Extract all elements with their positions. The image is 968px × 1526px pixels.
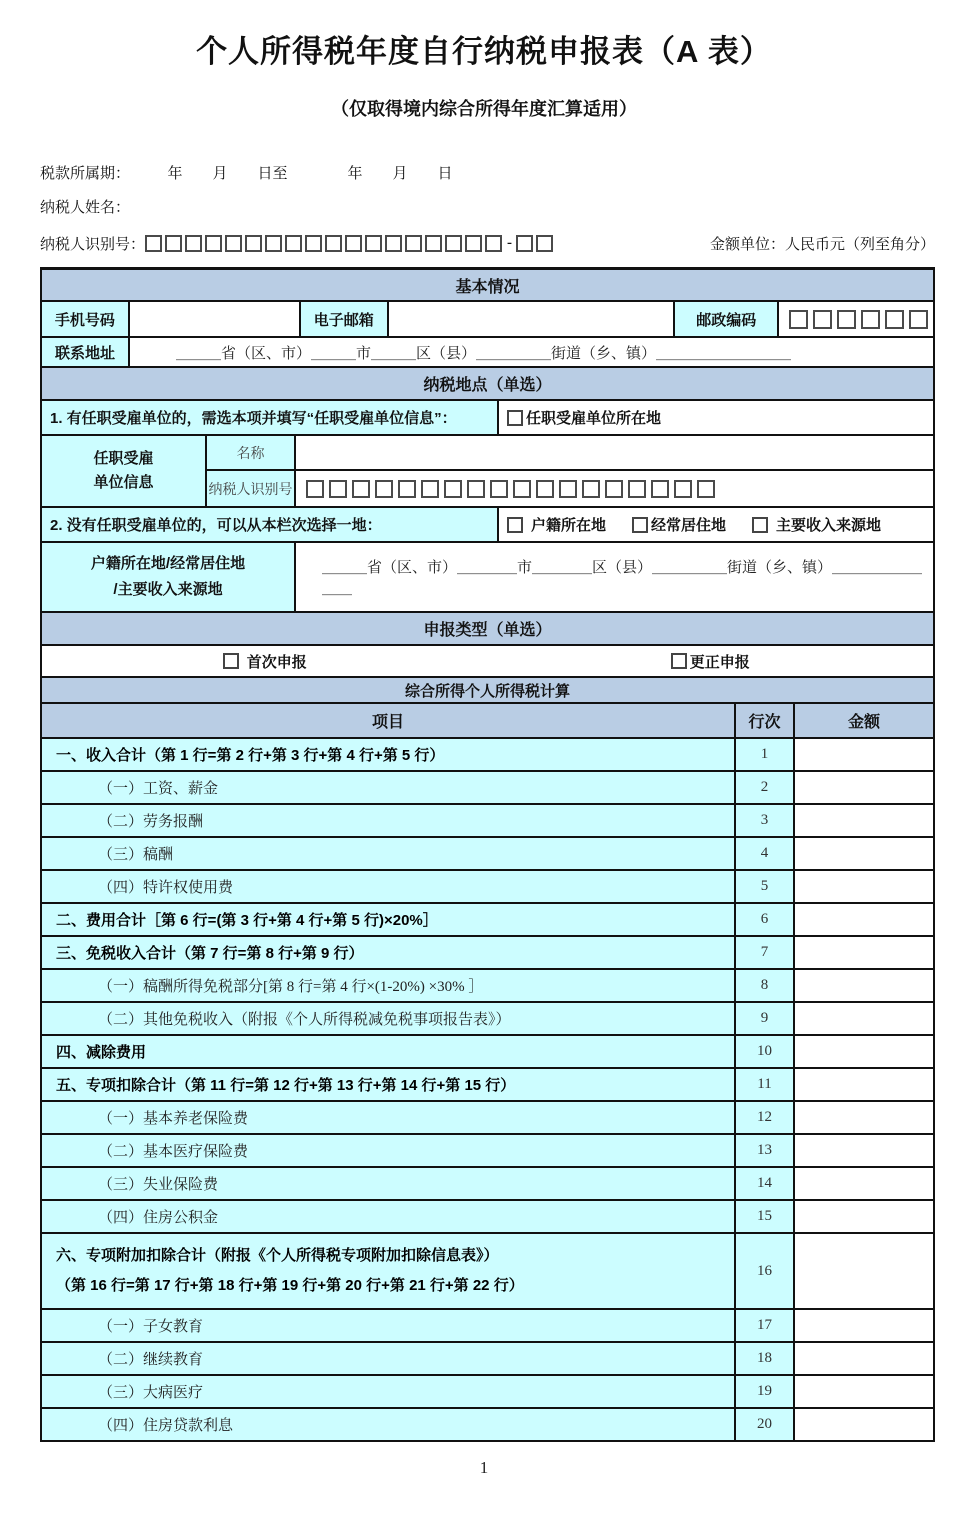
page-subtitle: （仅取得境内综合所得年度汇算适用）	[331, 99, 637, 119]
postal-code-label: 邮政编码	[675, 302, 779, 336]
table-row-8	[42, 968, 933, 1001]
digit-box[interactable]	[467, 480, 485, 498]
amount-cell[interactable]	[795, 1201, 933, 1232]
amount-cell[interactable]	[795, 871, 933, 902]
residence-blanks-field[interactable]: ＿＿＿省（区、市）＿＿＿＿市＿＿＿＿区（县）＿＿＿＿＿街道（乡、镇）＿＿＿＿＿＿＿＿	[296, 543, 933, 611]
row-item-text: （三）稿酬	[98, 847, 174, 863]
row-line-number: 18	[736, 1343, 795, 1374]
digit-box[interactable]	[789, 310, 808, 329]
employer-id-boxes	[296, 471, 933, 506]
digit-box[interactable]	[445, 235, 462, 252]
mobile-input[interactable]	[130, 302, 301, 336]
row-line-number: 15	[736, 1201, 795, 1232]
tax-location-band: 纳税地点（单选）	[42, 366, 933, 399]
digit-box[interactable]	[674, 480, 692, 498]
no-employer-option-row	[42, 506, 933, 541]
amount-cell[interactable]	[795, 1234, 933, 1308]
taxpayer-id-label: 纳税人识别号：	[40, 236, 146, 253]
row-item-text: （三）大病医疗	[98, 1385, 204, 1401]
choice-habitual	[632, 514, 726, 535]
amount-cell[interactable]	[795, 1409, 933, 1440]
row-line-number: 20	[736, 1409, 795, 1440]
row-item-text: 五、专项扣除合计（第 11 行=第 12 行+第 13 行+第 14 行+第 15 行）	[56, 1077, 516, 1094]
amount-cell[interactable]	[795, 970, 933, 1001]
email-label: 电子邮箱	[301, 302, 389, 336]
page-title: 个人所得税年度自行纳税申报表（A 表）	[196, 34, 772, 69]
digit-box[interactable]	[398, 480, 416, 498]
row-line-number: 12	[736, 1102, 795, 1133]
taxpayer-name-line	[40, 191, 935, 225]
digit-box[interactable]	[375, 480, 393, 498]
main-income-checkbox[interactable]	[752, 517, 768, 533]
row-item-text: 二、费用合计［第 6 行=(第 3 行+第 4 行+第 5 行)×20%］	[56, 912, 438, 929]
table-row-15	[42, 1199, 933, 1232]
row-line-number: 7	[736, 937, 795, 968]
digit-box[interactable]	[697, 480, 715, 498]
postal-code-boxes	[779, 302, 933, 336]
household-location-label: 户籍所在地	[531, 517, 607, 534]
row-item-text: （一）工资、薪金	[98, 781, 219, 797]
email-input[interactable]	[389, 302, 676, 336]
tax-period-blanks[interactable]: 年 月 日至 年 月 日	[122, 166, 453, 182]
digit-box[interactable]	[861, 310, 880, 329]
table-row-17	[42, 1308, 933, 1341]
table-row-20	[42, 1407, 933, 1440]
digit-box[interactable]	[245, 235, 262, 252]
row-line-number: 8	[736, 970, 795, 1001]
residence-address-row	[42, 541, 933, 611]
table-row-12	[42, 1100, 933, 1133]
amount-cell[interactable]	[795, 1343, 933, 1374]
form-table	[40, 267, 935, 1442]
amount-cell[interactable]	[795, 1168, 933, 1199]
row-line-number: 9	[736, 1003, 795, 1034]
page-number: 1	[479, 1458, 489, 1477]
row-item-text: 一、收入合计（第 1 行=第 2 行+第 3 行+第 4 行+第 5 行）	[56, 747, 445, 764]
first-declaration-option	[42, 646, 488, 676]
tax-calc-band: 综合所得个人所得税计算	[42, 676, 933, 702]
amount-cell[interactable]	[795, 904, 933, 935]
employer-location-checkbox[interactable]	[507, 410, 523, 426]
digit-box[interactable]	[385, 235, 402, 252]
row-line-number: 4	[736, 838, 795, 869]
digit-box[interactable]	[516, 235, 533, 252]
table-row-4	[42, 836, 933, 869]
digit-box[interactable]	[225, 235, 242, 252]
address-row	[42, 336, 933, 366]
table-row-7	[42, 935, 933, 968]
declaration-type-row	[42, 644, 933, 676]
employer-option-choice	[499, 401, 933, 434]
no-employer-choices	[499, 508, 933, 541]
address-label: 联系地址	[42, 338, 130, 366]
taxpayer-id-line	[40, 225, 935, 261]
digit-box[interactable]	[329, 480, 347, 498]
amount-cell[interactable]	[795, 1376, 933, 1407]
tax-period-label: 税款所属期：	[40, 166, 123, 182]
digit-box[interactable]	[306, 480, 324, 498]
choice-household	[507, 514, 606, 535]
digit-box[interactable]	[352, 480, 370, 498]
first-declaration-checkbox[interactable]	[223, 653, 239, 669]
digit-box[interactable]	[559, 480, 577, 498]
corrected-declaration-label: 更正申报	[689, 653, 750, 671]
row-item-text: 三、免税收入合计（第 7 行=第 8 行+第 9 行）	[56, 945, 364, 962]
employer-name-row	[207, 436, 933, 471]
employer-info-label	[42, 436, 207, 506]
digit-box[interactable]	[813, 310, 832, 329]
amount-cell[interactable]	[795, 1135, 933, 1166]
digit-box[interactable]	[165, 235, 182, 252]
col-header-amount: 金额	[847, 714, 880, 731]
table-row-3	[42, 803, 933, 836]
residence-label-line1: 户籍所在地/经常居住地	[90, 555, 246, 572]
digit-box[interactable]	[465, 235, 482, 252]
table-row-14	[42, 1166, 933, 1199]
tax-calc-header-row	[42, 702, 933, 737]
row-item-text: （一）稿酬所得免税部分[第 8 行=第 4 行×(1-20%) ×30% ］	[98, 979, 484, 995]
declaration-type-band: 申报类型（单选）	[42, 611, 933, 644]
basic-info-band: 基本情况	[42, 270, 933, 300]
amount-cell[interactable]	[795, 805, 933, 836]
employer-id-label: 纳税人识别号	[207, 471, 296, 506]
col-header-line: 行次	[736, 704, 795, 737]
digit-box[interactable]	[909, 310, 928, 329]
taxpayer-id-dash: -	[507, 234, 513, 251]
amount-unit-note: 金额单位：人民币元（列至角分）	[709, 236, 935, 253]
row-item-text: （一）基本养老保险费	[98, 1111, 249, 1127]
amount-cell[interactable]	[795, 838, 933, 869]
employer-info-label-line1: 任职受雇	[93, 450, 154, 467]
taxpayer-id-boxes	[145, 234, 505, 251]
table-row-2	[42, 770, 933, 803]
first-declaration-label: 首次申报	[246, 653, 307, 671]
amount-cell[interactable]	[795, 772, 933, 803]
col-header-item: 项目	[42, 704, 736, 737]
digit-box[interactable]	[425, 235, 442, 252]
amount-cell[interactable]	[795, 1102, 933, 1133]
amount-cell[interactable]	[795, 937, 933, 968]
digit-box[interactable]	[285, 235, 302, 252]
corrected-declaration-checkbox[interactable]	[671, 653, 687, 669]
row-item-text: 四、减除费用	[56, 1044, 147, 1061]
row-line-number: 6	[736, 904, 795, 935]
table-row-5	[42, 869, 933, 902]
employer-info-block	[42, 434, 933, 506]
habitual-residence-label: 经常居住地	[651, 517, 727, 534]
digit-box[interactable]	[345, 235, 362, 252]
row-line-number: 1	[736, 739, 795, 770]
digit-box[interactable]	[485, 235, 502, 252]
row-item-text: （三）失业保险费	[98, 1177, 219, 1193]
digit-box[interactable]	[185, 235, 202, 252]
household-location-checkbox[interactable]	[507, 517, 523, 533]
taxpayer-id-suffix-boxes	[516, 234, 556, 251]
row-line-number: 5	[736, 871, 795, 902]
employer-id-row	[207, 471, 933, 506]
amount-cell[interactable]	[795, 1310, 933, 1341]
digit-box[interactable]	[305, 235, 322, 252]
row-item-text: （一）子女教育	[98, 1319, 204, 1335]
amount-cell[interactable]	[795, 1003, 933, 1034]
digit-box[interactable]	[365, 235, 382, 252]
row-item-text: （四）特许权使用费	[98, 880, 234, 896]
digit-box[interactable]	[444, 480, 462, 498]
digit-box[interactable]	[536, 235, 553, 252]
corrected-declaration-option	[488, 646, 934, 676]
digit-box[interactable]	[605, 480, 623, 498]
digit-box[interactable]	[885, 310, 904, 329]
digit-box[interactable]	[582, 480, 600, 498]
digit-box[interactable]	[536, 480, 554, 498]
digit-box[interactable]	[145, 235, 162, 252]
row-line-number: 19	[736, 1376, 795, 1407]
digit-box[interactable]	[837, 310, 856, 329]
table-row-11	[42, 1067, 933, 1100]
row-item-text-line2: （第 16 行=第 17 行+第 18 行+第 19 行+第 20 行+第 21 行+第 22 行）	[56, 1277, 524, 1294]
row-item-text: （四）住房公积金	[98, 1210, 219, 1226]
form-meta	[40, 157, 935, 261]
employer-option-label: 1. 有任职受雇单位的，需选本项并填写“任职受雇单位信息”：	[42, 401, 499, 434]
digit-box[interactable]	[513, 480, 531, 498]
contact-row	[42, 300, 933, 336]
amount-cell[interactable]	[795, 739, 933, 770]
employer-name-input[interactable]	[296, 436, 933, 469]
digit-box[interactable]	[628, 480, 646, 498]
taxpayer-name-label: 纳税人姓名：	[40, 200, 131, 216]
row-line-number: 14	[736, 1168, 795, 1199]
mobile-label: 手机号码	[42, 302, 130, 336]
table-row-6	[42, 902, 933, 935]
table-row-16	[42, 1232, 933, 1308]
choice-main-income	[752, 514, 881, 535]
digit-box[interactable]	[405, 235, 422, 252]
address-blanks-field[interactable]: ＿＿＿省（区、市）＿＿＿市＿＿＿区（县）＿＿＿＿＿街道（乡、镇）＿＿＿＿＿＿＿＿＿	[130, 338, 933, 366]
table-row-18	[42, 1341, 933, 1374]
tax-period-line	[40, 157, 935, 191]
table-row-9	[42, 1001, 933, 1034]
no-employer-option-label: 2. 没有任职受雇单位的，可以从本栏次选择一地：	[42, 508, 499, 541]
residence-label	[42, 543, 296, 611]
digit-box[interactable]	[205, 235, 222, 252]
amount-cell[interactable]	[795, 1036, 933, 1067]
row-line-number: 13	[736, 1135, 795, 1166]
row-line-number: 17	[736, 1310, 795, 1341]
table-row-10	[42, 1034, 933, 1067]
employer-info-label-line2: 单位信息	[93, 474, 154, 491]
habitual-residence-checkbox[interactable]	[632, 517, 648, 533]
employer-location-label: 任职受雇单位所在地	[526, 410, 662, 427]
row-line-number: 10	[736, 1036, 795, 1067]
row-line-number: 11	[736, 1069, 795, 1100]
row-item-text-line1: 六、专项附加扣除合计（附报《个人所得税专项附加扣除信息表》）	[56, 1247, 499, 1264]
row-line-number: 2	[736, 772, 795, 803]
row-item-text: （二）继续教育	[98, 1352, 204, 1368]
employer-name-label: 名称	[207, 436, 296, 469]
row-line-number: 16	[736, 1234, 795, 1308]
row-item-text: （四）住房贷款利息	[98, 1418, 234, 1434]
amount-cell[interactable]	[795, 1069, 933, 1100]
table-row-13	[42, 1133, 933, 1166]
digit-box[interactable]	[490, 480, 508, 498]
table-row-1	[42, 737, 933, 770]
digit-box[interactable]	[651, 480, 669, 498]
digit-box[interactable]	[265, 235, 282, 252]
employer-option-row	[42, 399, 933, 434]
row-item-text: （二）其他免税收入（附报《个人所得税减免税事项报告表》）	[98, 1012, 511, 1028]
row-line-number: 3	[736, 805, 795, 836]
digit-box[interactable]	[325, 235, 342, 252]
main-income-label: 主要收入来源地	[776, 517, 882, 534]
table-row-19	[42, 1374, 933, 1407]
digit-box[interactable]	[421, 480, 439, 498]
row-item-text: （二）劳务报酬	[98, 814, 204, 830]
row-item-text: （二）基本医疗保险费	[98, 1144, 249, 1160]
residence-label-line2: /主要收入来源地	[113, 581, 223, 598]
